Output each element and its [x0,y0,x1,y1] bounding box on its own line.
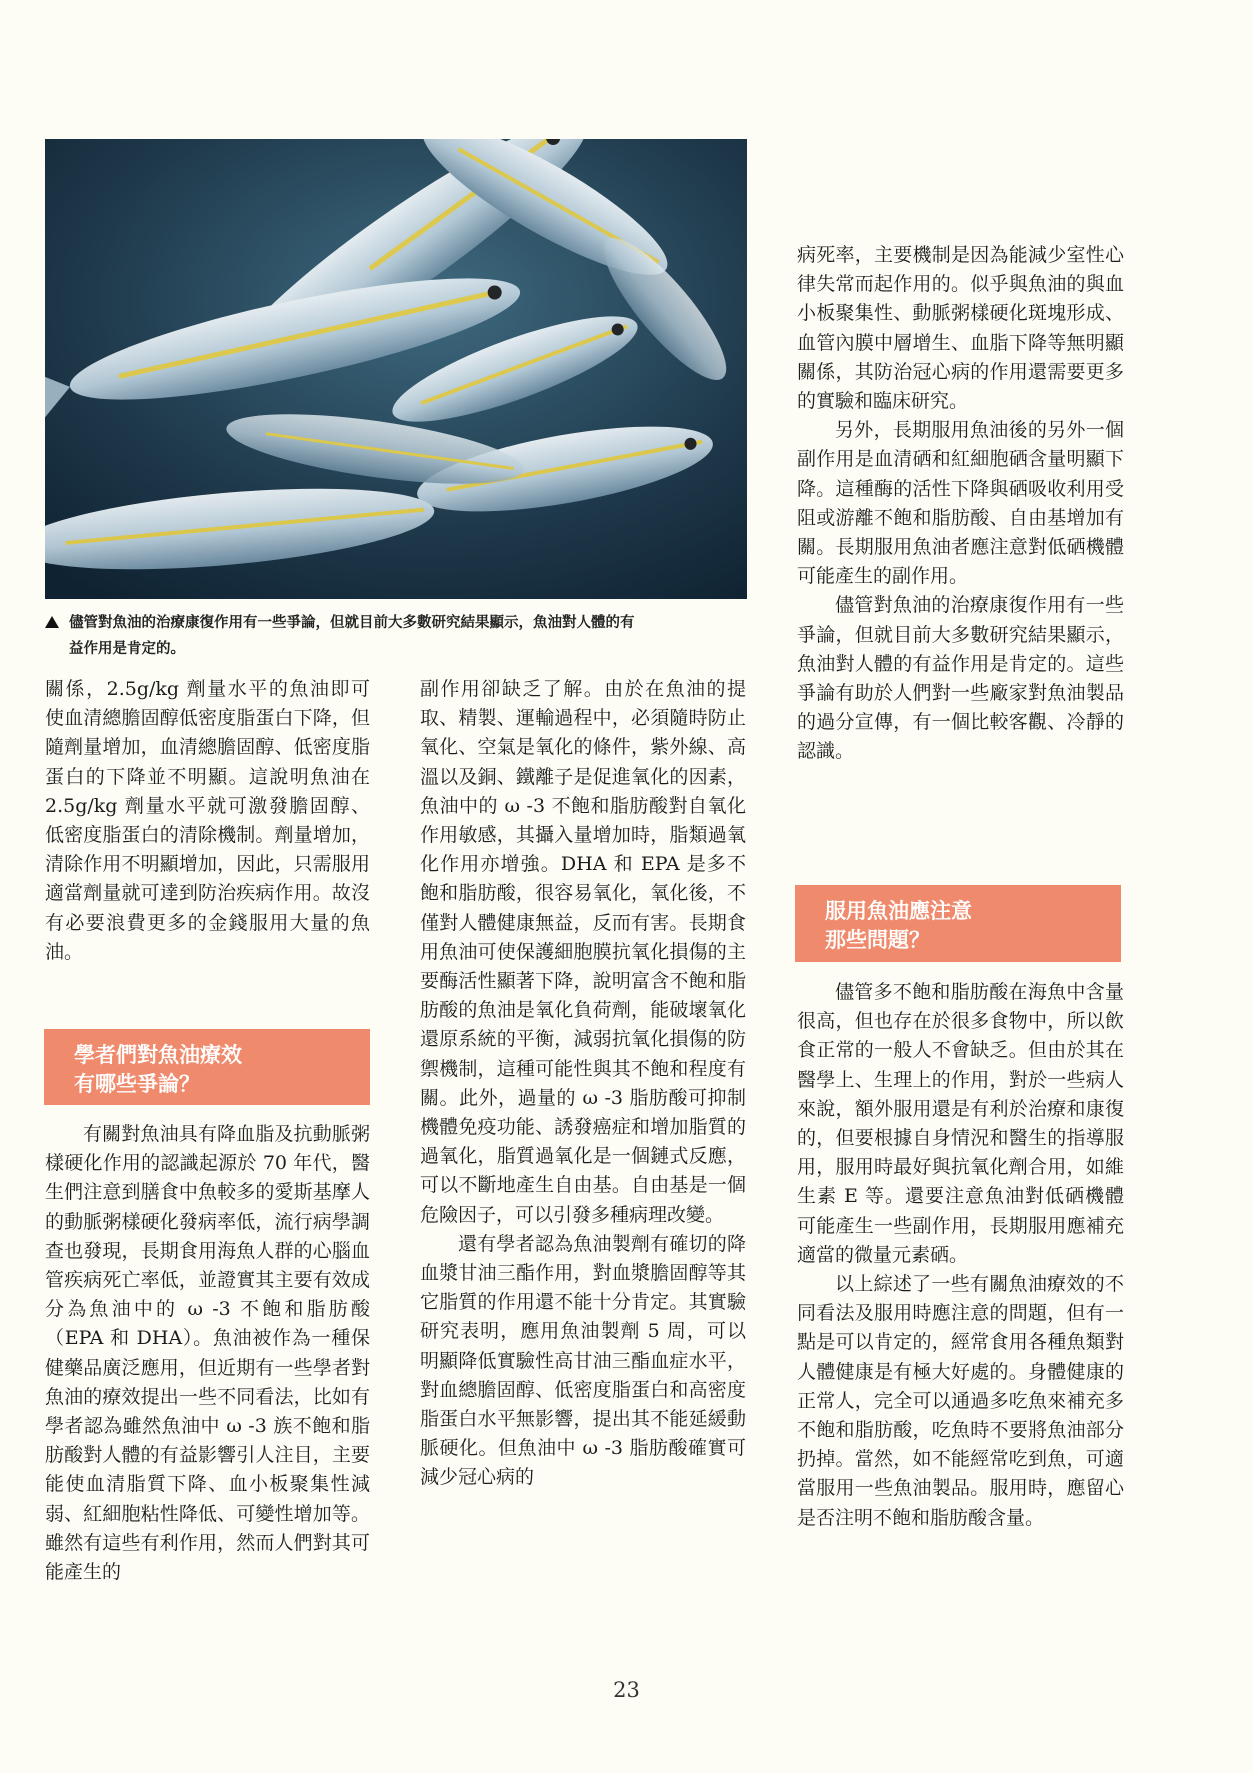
caption-line-1: 儘管對魚油的治療康復作用有一些爭論，但就目前大多數研究結果顯示，魚油對人體的有 [69,615,635,631]
column-2 [420,675,746,1493]
heading-line-1: 學者們對魚油療效 [74,1043,242,1067]
section-heading-precautions [795,885,1121,962]
col3-paragraph-4: 儘管多不飽和脂肪酸在海魚中含量很高，但也存在於很多食物中，所以飲食正常的一般人不會缺乏。但由於其在醫學上、生理上的作用，對於一些病人來說，額外服用還是有利於治療和康復的，但要根據自身情況和醫生的指導服用，服用時最好與抗氧化劑合用，如維生素 E 等。還要注意魚油對低硒機體可能產生一些副作用，長期服用應補充適當的微量元素硒。 [797,981,1124,1266]
col2-paragraph-2: 還有學者認為魚油製劑有確切的降血漿甘油三酯作用，對血漿膽固醇等其它脂質的作用還不能十分肯定。其實驗研究表明，應用魚油製劑 5 周，可以明顯降低實驗性高甘油三酯血症水平，對血總膽固醇、低密度脂蛋白和高密度脂蛋白水平無影響，提出其不能延緩動脈硬化。但魚油中 ω -3 脂肪酸確實可減少冠心病的 [420,1232,746,1489]
column-1-lower [45,1120,370,1587]
col3-paragraph-3: 儘管對魚油的治療康復作用有一些爭論，但就目前大多數研究結果顯示，魚油對人體的有益作用是肯定的。這些爭論有助於人們對一些廠家對魚油製品的過分宣傳，有一個比較客觀、冷靜的認識。 [797,594,1124,763]
heading-line-2: 有哪些爭論？ [74,1072,200,1096]
heading-line-2: 那些問題？ [825,928,930,952]
col3-paragraph-5: 以上綜述了一些有關魚油療效的不同看法及服用時應注意的問題，但有一點是可以肯定的，經常食用各種魚類對人體健康是有極大好處的。身體健康的正常人，完全可以通過多吃魚來補充多不飽和脂肪酸，吃魚時不要將魚油部分扔掉。當然，如不能經常吃到魚，可適當服用一些魚油製品。服用時，應留心是否注明不飽和脂肪酸含量。 [797,1273,1124,1529]
column-3 [797,241,1124,767]
page-number: 23 [613,1678,640,1702]
caption-line-2: 益作用是肯定的。 [69,641,185,657]
fish-photo [45,139,747,599]
col3-paragraph-2: 另外，長期服用魚油後的另外一個副作用是血清硒和紅細胞硒含量明顯下降。這種酶的活性下降與硒吸收利用受阻或游離不飽和脂肪酸、自由基增加有關。長期服用魚油者應注意對低硒機體可能產生的副作用。 [797,419,1124,588]
triangle-icon [45,616,59,628]
column-1 [45,675,370,967]
section-heading-controversy [44,1029,370,1105]
fish-school-image [45,139,747,599]
column-3-lower [797,978,1124,1533]
heading-line-1: 服用魚油應注意 [825,899,972,923]
photo-caption [45,610,747,662]
col1-paragraph-2: 有關對魚油具有降血脂及抗動脈粥樣硬化作用的認識起源於 70 年代，醫生們注意到膳食中魚較多的愛斯基摩人的動脈粥樣硬化發病率低，流行病學調查也發現，長期食用海魚人群的心腦血管疾病死亡率低，並證實其主要有效成分為魚油中的 ω -3 不飽和脂肪酸（EPA 和 DHA）。魚油被作為一種保健藥品廣泛應用，但近期有一些學者對魚油的療效提出一些不同看法，比如有學者認為雖然魚油中 ω -3 族不飽和脂肪酸對人體的有益影響引人注目，主要能使血清脂質下降、血小板聚集性減弱、紅細胞粘性降低、可變性增加等。雖然有這些有利作用，然而人們對其可能產生的 [45,1123,370,1584]
col1-paragraph-1: 關係，2.5g/kg 劑量水平的魚油即可使血清總膽固醇低密度脂蛋白下降，但隨劑量增加，血清總膽固醇、低密度脂蛋白的下降並不明顯。這說明魚油在 2.5g/kg 劑量水平就可激發膽固醇、低密度脂蛋白的清除機制。劑量增加，清除作用不明顯增加，因此，只需服用適當劑量就可達到防治疾病作用。故沒有必要浪費更多的金錢服用大量的魚油。 [45,678,370,963]
col2-paragraph-1: 副作用卻缺乏了解。由於在魚油的提取、精製、運輸過程中，必須隨時防止氧化、空氣是氧化的條件，紫外線、高溫以及銅、鐵離子是促進氧化的因素，魚油中的 ω -3 不飽和脂肪酸對自氧化作用敏感，其攝入量增加時，脂類過氧化作用亦增強。DHA 和 EPA 是多不飽和脂肪酸，很容易氧化，氧化後，不僅對人體健康無益，反而有害。長期食用魚油可使保護細胞膜抗氧化損傷的主要酶活性顯著下降，說明富含不飽和脂肪酸的魚油是氧化負荷劑，能破壞氧化還原系統的平衡，減弱抗氧化損傷的防禦機制，這種可能性與其不飽和程度有關。此外，過量的 ω -3 脂肪酸可抑制機體免疫功能、誘發癌症和增加脂質的過氧化，脂質過氧化是一個鏈式反應，可以不斷地產生自由基。自由基是一個危險因子，可以引發多種病理改變。 [420,678,746,1226]
col3-paragraph-1: 病死率，主要機制是因為能減少室性心律失常而起作用的。似乎與魚油的與血小板聚集性、動脈粥樣硬化斑塊形成、血管內膜中層增生、血脂下降等無明顯關係，其防治冠心病的作用還需要更多的實驗和臨床研究。 [797,244,1124,413]
